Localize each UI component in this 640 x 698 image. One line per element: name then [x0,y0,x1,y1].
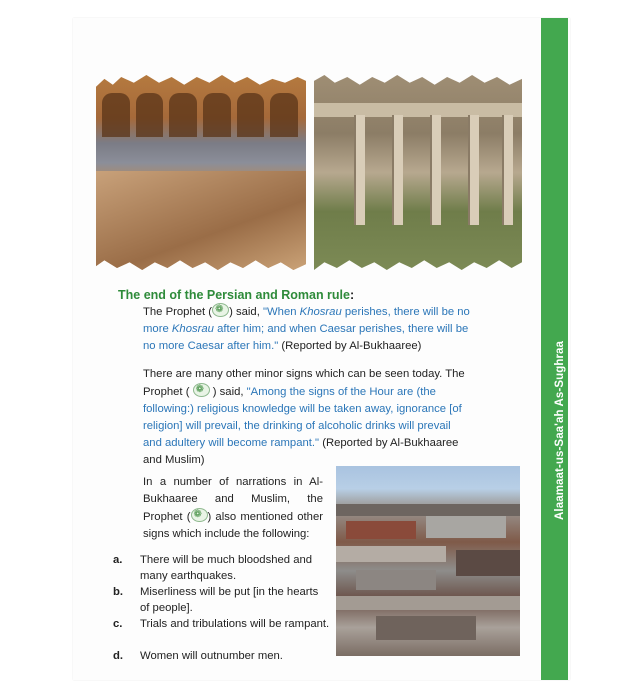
column [502,115,513,225]
section-heading: The end of the Persian and Roman rule: [118,288,355,302]
column [468,115,479,225]
paragraph-minor-signs: There are many other minor signs which can be seen today. The Prophet ( ❁ ) said, "Among the signs of the Hour are (the following:) religious knowledge will be taken away, ignorance [of religion] will prevail, the drinking of alcoholic drinks will prevail and adultery will become rampant." (Reported by Al-Bukhaaree and Muslim) [143,366,470,469]
column [392,115,403,225]
salutation-symbol-icon [193,383,210,397]
column [430,115,441,225]
rock-tombs-decoration [96,171,306,270]
colonnade-entablature [314,103,522,117]
salutation-symbol-icon [212,303,229,317]
salutation-symbol-icon [191,508,208,522]
paragraph-persian-roman: The Prophet (❁ ) said, "When Khosrau perishes, there will be no more Khosrau after him; and when Caesar perishes, there will be no more Caesar after him." (Reported by Al-Bukhaaree) [143,303,470,355]
persian-ruins-photo [96,75,306,270]
column [354,115,365,225]
roman-ruins-photo [314,75,522,270]
arches-decoration [102,93,298,137]
paragraph-other-signs: In a number of narrations in Al-Bukhaaree and Muslim, the Prophet (❁ ) also mentioned other signs which include the following: [143,474,323,543]
ruins-photo-collage [96,75,522,270]
hadith-quote: "When Khosrau perishes, there will be no more Khosrau after him; and when Caesar perishes, there will be no more Caesar after him." [143,306,470,352]
earthquake-rubble-photo [336,466,520,656]
hadith-quote: "Among the signs of the Hour are (the following:) religious knowledge will be taken away, ignorance [of religion] will prevail, the drinking of alcoholic drinks will prevail and adultery will become rampant." [143,386,462,449]
chapter-side-title: Alaamaat-us-Saa'ah As-Sughraa [554,340,566,520]
